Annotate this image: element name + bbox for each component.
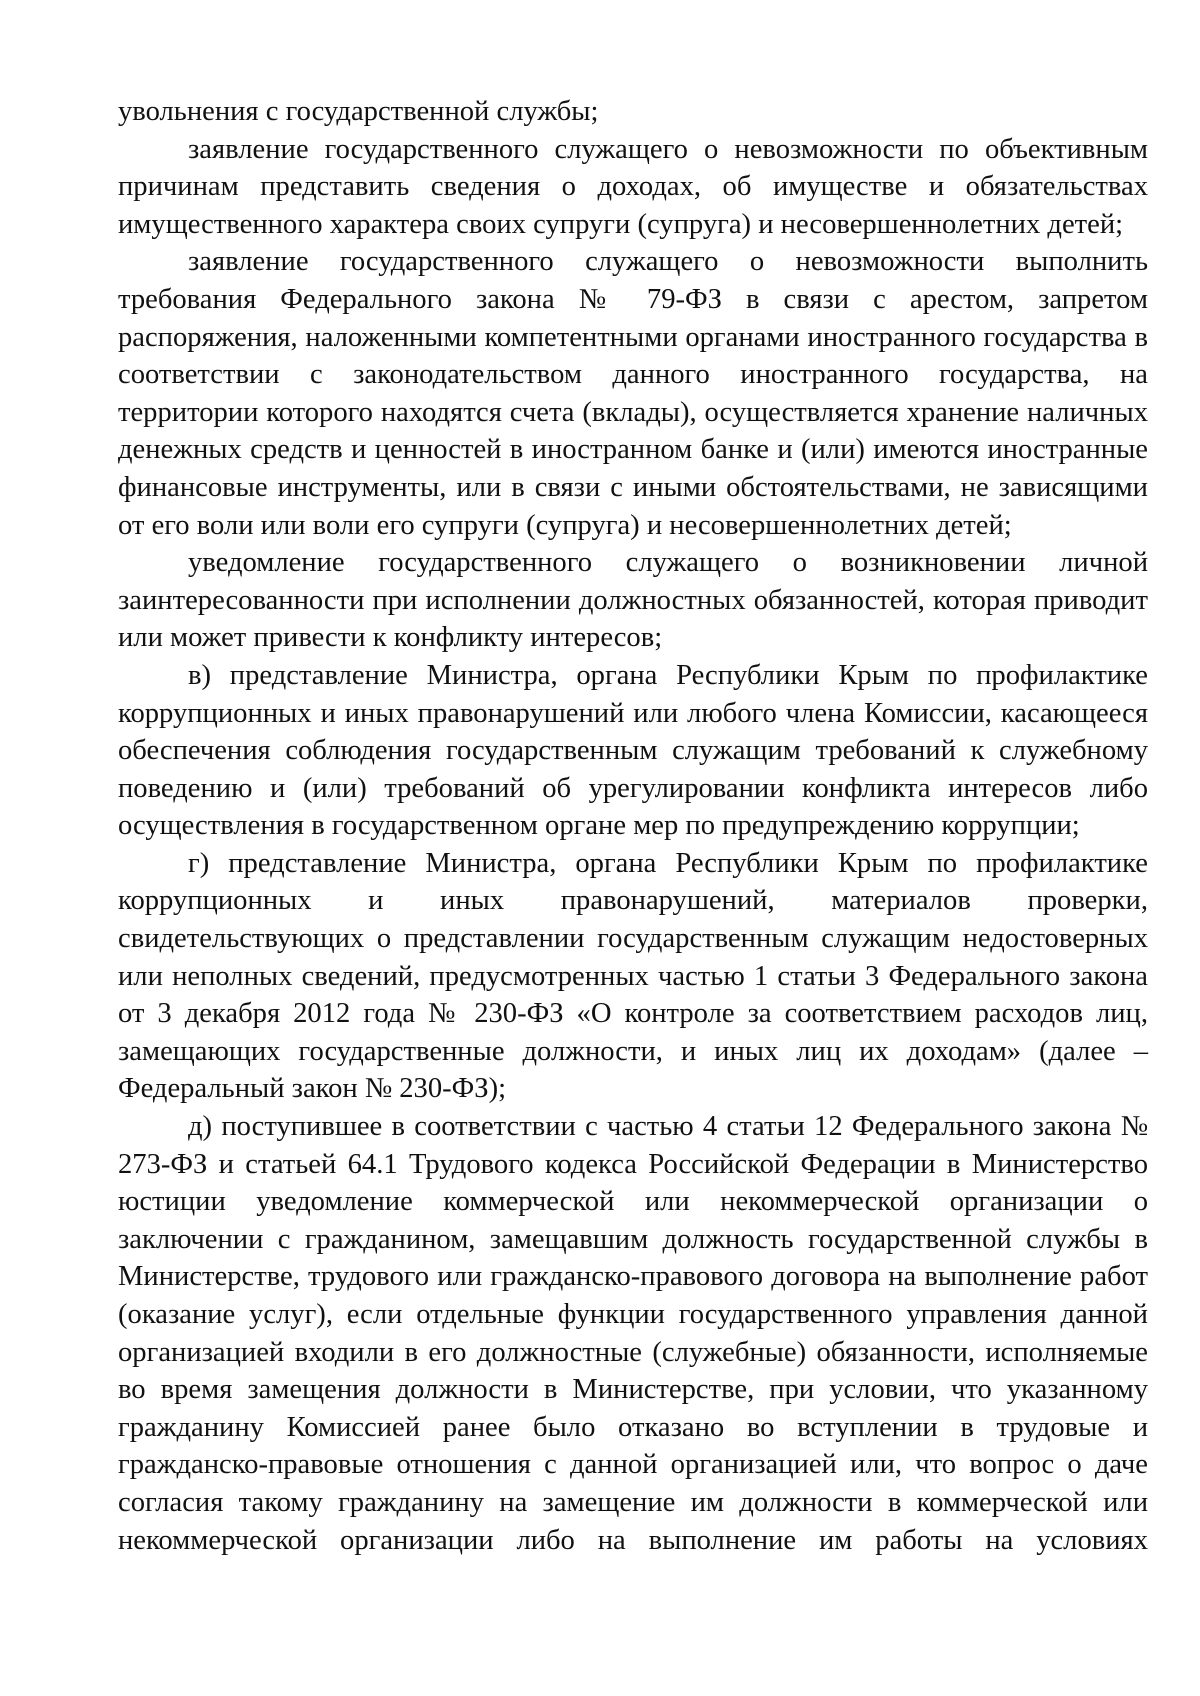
paragraph-item-v: в) представление Министра, органа Республики Крым по профилактике коррупционных и иных правонарушений или любого члена Комиссии, касающееся обеспечения соблюдения государственным служащим требований к служебному поведению и (или) требований об урегулировании конфликта интересов либо осуществления в государственном органе мер по предупреждению коррупции; — [118, 659, 1148, 842]
paragraph-item-d: д) поступившее в соответствии с частью 4 статьи 12 Федерального закона № 273-ФЗ и статьей 64.1 Трудового кодекса Российской Федерации в Министерство юстиции уведомление коммерческой или некоммерческой организации о заключении с гражданином, замещавшим должность государственной службы в Министерстве, трудового или гражданско-правового договора на выполнение работ (оказание услуг), если отдельные функции государственного управления данной организацией входили в его должностные (служебные) обязанности, исполняемые во время замещения должности в Министерстве, при условии, что указанному гражданину Комиссией ранее было отказано во вступлении в трудовые и гражданско-правовые отношения с данной организацией или, что вопрос о даче согласия такому гражданину на замещение им должности в коммерческой или некоммерческой организации либо на выполнение им работы на условиях — [118, 1111, 1148, 1556]
paragraph-statement-income-info: заявление государственного служащего о невозможности по объективным причинам представить сведения о доходах, об имуществе и обязательствах имущественного характера своих супруги (супруга) и несовершеннолетних детей; — [118, 133, 1148, 240]
paragraph-fragment-dismissal: увольнения с государственной службы; — [118, 96, 599, 127]
paragraph-statement-foreign-arrest: заявление государственного служащего о невозможности выполнить требования Федерального закона № 79-ФЗ в связи с арестом, запретом распоряжения, наложенными компетентными органами иностранного государства в соответствии с законодательством данного иностранного государства, на территории которого находятся счета (вклады), осуществляется хранение наличных денежных средств и ценностей в иностранном банке и (или) имеются иностранные финансовые инструменты, или в связи с иными обстоятельствами, не зависящими от его воли или воли его супруги (супруга) и несовершеннолетних детей; — [118, 246, 1148, 541]
paragraph-item-g: г) представление Министра, органа Республики Крым по профилактике коррупционных и иных правонарушений, материалов проверки, свидетельствующих о представлении государственным служащим недостоверных или неполных сведений, предусмотренных частью 1 статьи 3 Федерального закона от 3 декабря 2012 года № 230-ФЗ «О контроле за соответствием расходов лиц, замещающих государственные должности, и иных лиц их доходам» (далее – Федеральный закон № 230-ФЗ); — [118, 847, 1148, 1105]
document-body — [118, 93, 1148, 1559]
paragraph-notice-conflict-of-interest: уведомление государственного служащего о возникновении личной заинтересованности при исполнении должностных обязанностей, которая приводит или может привести к конфликту интересов; — [118, 547, 1148, 654]
